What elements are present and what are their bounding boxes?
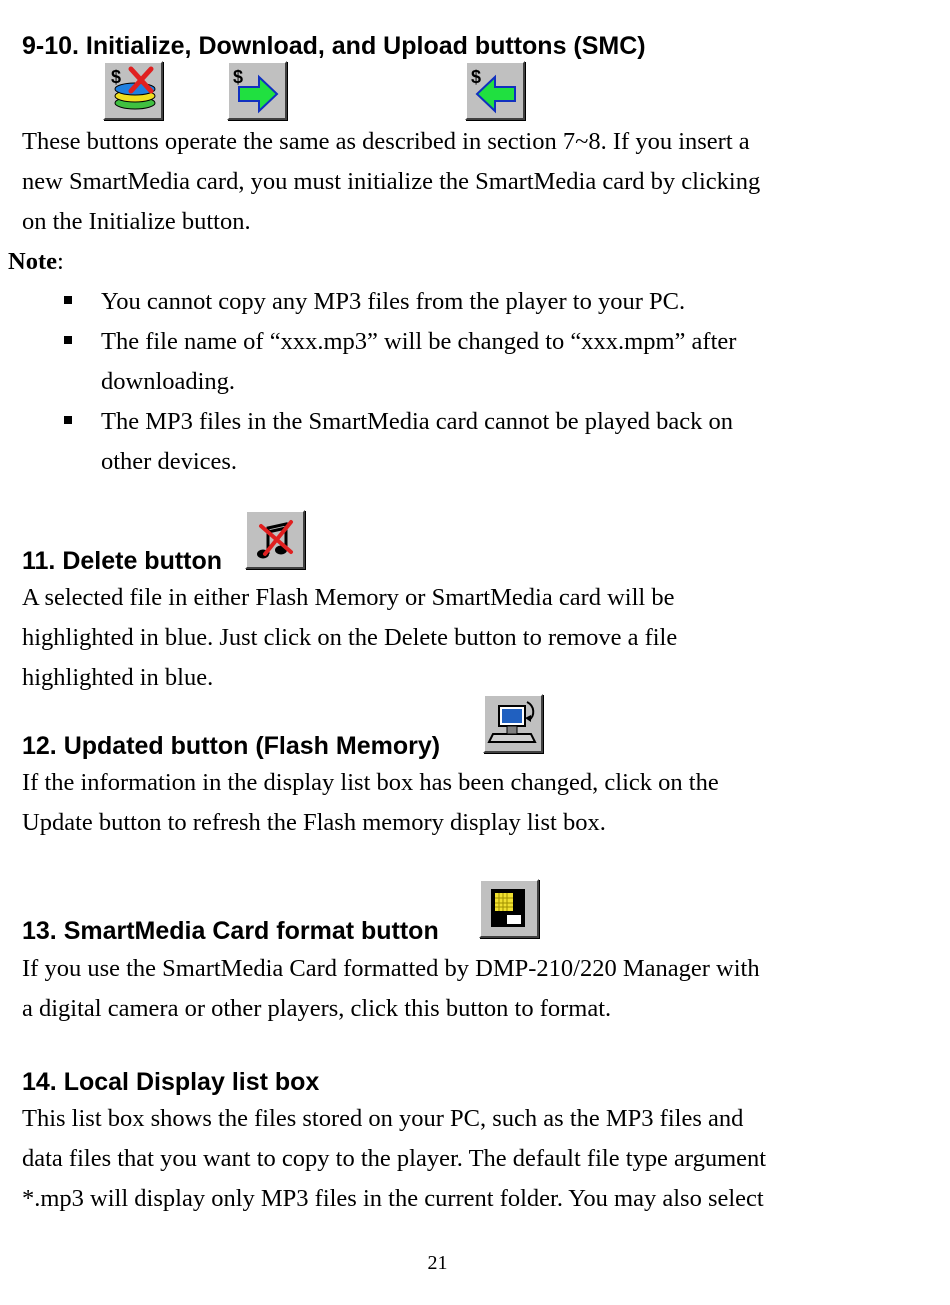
- bullet-line: other devices.: [101, 448, 238, 475]
- section-9-10-body: [22, 122, 760, 242]
- note-label: [8, 242, 64, 282]
- bullet-line: downloading.: [101, 368, 236, 395]
- section-heading-9-10: 9-10. Initialize, Download, and Upload buttons (SMC): [22, 32, 646, 60]
- bullet-icon: [64, 296, 72, 304]
- delete-button[interactable]: [245, 510, 305, 569]
- body-line: new SmartMedia card, you must initialize the SmartMedia card by clicking: [22, 168, 761, 195]
- delete-icon: [247, 512, 303, 567]
- update-icon: [485, 696, 541, 751]
- body-line: a digital camera or other players, click this button to format.: [22, 995, 612, 1022]
- svg-text:$: $: [233, 67, 244, 87]
- body-line: highlighted in blue. Just click on the Delete button to remove a file: [22, 624, 678, 651]
- smc-format-icon: [481, 881, 537, 936]
- list-item: [101, 402, 733, 482]
- section-14-body: [22, 1099, 766, 1219]
- body-line: A selected file in either Flash Memory or SmartMedia card will be: [22, 584, 675, 611]
- page-number: 21: [427, 1252, 448, 1274]
- list-item: [101, 282, 685, 322]
- svg-text:$: $: [111, 67, 122, 87]
- svg-text:$: $: [471, 67, 482, 87]
- body-line: *.mp3 will display only MP3 files in the current folder. You may also select: [22, 1185, 764, 1212]
- section-13-body: [22, 949, 760, 1029]
- body-line: highlighted in blue.: [22, 664, 214, 691]
- bullet-icon: [64, 416, 72, 424]
- bullet-line: The file name of “xxx.mp3” will be changed to “xxx.mpm” after: [101, 328, 737, 355]
- section-11-body: [22, 578, 677, 698]
- body-line: on the Initialize button.: [22, 208, 251, 235]
- smc-format-button[interactable]: [479, 879, 539, 938]
- initialize-smc-button[interactable]: [103, 61, 163, 120]
- upload-smc-icon: [467, 63, 523, 118]
- section-12-body: [22, 763, 719, 843]
- section-heading-12: 12. Updated button (Flash Memory): [22, 732, 441, 760]
- body-line: Update button to refresh the Flash memory display list box.: [22, 809, 606, 836]
- section-heading-14: 14. Local Display list box: [22, 1068, 320, 1096]
- section-heading-11: 11. Delete button: [22, 547, 223, 575]
- upload-smc-button[interactable]: [465, 61, 525, 120]
- body-line: This list box shows the files stored on your PC, such as the MP3 files and: [22, 1105, 744, 1132]
- note-colon: :: [56, 248, 64, 275]
- download-smc-icon: [229, 63, 285, 118]
- initialize-smc-icon: [105, 63, 161, 118]
- list-item: [101, 322, 736, 402]
- body-line: These buttons operate the same as described in section 7~8. If you insert a: [22, 128, 750, 155]
- bullet-icon: [64, 336, 72, 344]
- note-label-text: Note: [8, 248, 57, 275]
- body-line: If the information in the display list box has been changed, click on the: [22, 769, 719, 796]
- update-button[interactable]: [483, 694, 543, 753]
- bullet-line: The MP3 files in the SmartMedia card cannot be played back on: [101, 408, 734, 435]
- section-heading-13: 13. SmartMedia Card format button: [22, 917, 439, 945]
- body-line: If you use the SmartMedia Card formatted by DMP-210/220 Manager with: [22, 955, 760, 982]
- body-line: data files that you want to copy to the player. The default file type argument: [22, 1145, 767, 1172]
- bullet-line: You cannot copy any MP3 files from the player to your PC.: [101, 288, 686, 315]
- download-smc-button[interactable]: [227, 61, 287, 120]
